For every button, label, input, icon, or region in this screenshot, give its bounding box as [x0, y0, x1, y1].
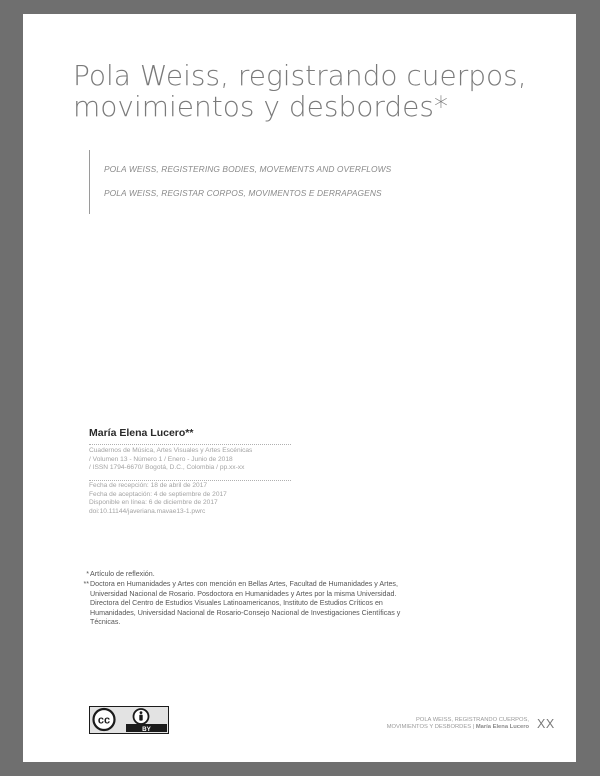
accepted-date: Fecha de aceptación: 4 de septiembre de 2017	[89, 490, 227, 498]
running-head-author: María Elena Lucero	[475, 724, 529, 731]
running-head-title: MOVIMIENTOS Y DESBORDES |	[386, 724, 476, 731]
portuguese-title: POLA WEISS, REGISTAR CORPOS, MOVIMENTOS E DERRAPAGENS	[104, 188, 382, 198]
journal-info	[89, 447, 319, 473]
footnote-text: Doctora en Humanidades y Artes con mención en Bellas Artes, Facultad de Humanidades y Artes, Universidad Nacional de Rosario. Posdoctora en Humanidades y Artes por la misma Universidad. Directora del Centro de Estudios Visuales Latinoamericanos, Instituto de Estudios Críticos en Humanidades, Universidad Nacional de Rosario-Consejo Nacional de Investigaciones Científicas y Técnicas.	[90, 580, 401, 627]
footnote-mark: **	[83, 580, 89, 589]
journal-info-line: / ISSN 1794-6670/ Bogotá, D.C., Colombia / pp.xx-xx	[89, 464, 245, 472]
cc-by-icon	[90, 707, 167, 732]
creative-commons-badge	[89, 706, 169, 734]
author-name: María Elena Lucero**	[89, 427, 194, 439]
received-date: Fecha de recepción: 18 de abril de 2017	[89, 482, 208, 489]
page-number: XX	[537, 717, 555, 731]
article-dates	[89, 482, 319, 516]
by-text: BY	[142, 725, 151, 732]
footnote-mark: *	[86, 570, 89, 578]
doi: doi:10.11144/javeriana.mavae13-1.pwrc	[89, 507, 206, 515]
translated-titles	[89, 150, 392, 214]
footnotes	[77, 570, 417, 628]
footnote	[77, 570, 417, 579]
footnote-text: Artículo de reflexión.	[90, 570, 155, 578]
running-head-line-2	[363, 724, 529, 731]
cc-text: cc	[97, 714, 111, 727]
article-title-line-1: Pola Weiss, registrando cuerpos,	[73, 59, 527, 92]
dates-divider	[89, 480, 291, 481]
journal-info-line: / Volumen 13 - Número 1 / Enero - Junio de 2018	[89, 455, 233, 463]
running-head	[363, 717, 529, 732]
author-divider	[89, 444, 291, 445]
document-page	[23, 14, 576, 762]
english-title: POLA WEISS, REGISTERING BODIES, MOVEMENTS AND OVERFLOWS	[104, 164, 392, 174]
article-title-line-2: movimientos y desbordes*	[73, 90, 448, 123]
footnote	[77, 580, 417, 627]
running-head-line-1: POLA WEISS, REGISTRANDO CUERPOS,	[415, 717, 529, 723]
article-title	[73, 60, 543, 122]
online-date: Disponible en línea: 6 de diciembre de 2017	[89, 499, 218, 507]
journal-info-line: Cuadernos de Música, Artes Visuales y Artes Escénicas	[89, 447, 253, 454]
